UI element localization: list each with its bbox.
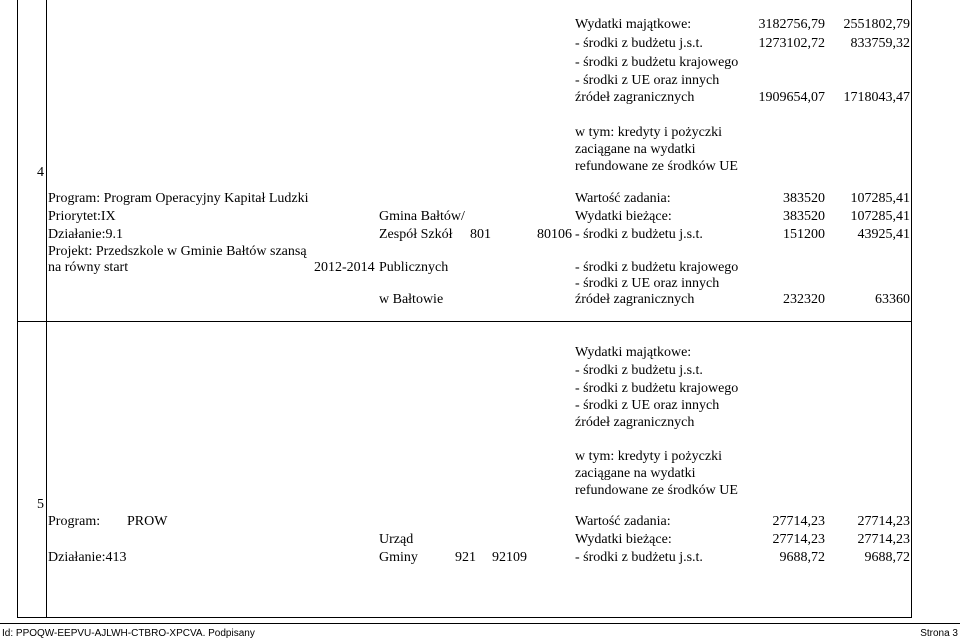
state-budget-value-2: 833759,32 [850, 36, 910, 51]
task-value-1: 383520 [783, 191, 825, 206]
task-value-1: 27714,23 [772, 514, 825, 529]
eu-funds-value-2: 1718043,47 [843, 90, 910, 105]
credits-label-2: zaciągane na wydatki [575, 466, 696, 481]
section-code: 801 [470, 227, 491, 242]
eu-funds-label-1: - środki z UE oraz innych [575, 73, 720, 88]
task-value-2: 27714,23 [857, 514, 910, 529]
table-bottom-border [17, 617, 912, 618]
lp-column-divider [46, 0, 47, 618]
state-budget-label: - środki z budżetu j.s.t. [575, 36, 703, 51]
state-budget-label: - środki z budżetu j.s.t. [575, 550, 703, 565]
credits-label-1: w tym: kredyty i pożyczki [575, 449, 722, 464]
national-budget-label: - środki z budżetu krajowego [575, 381, 739, 396]
chapter-code: 80106 [537, 227, 572, 242]
state-budget-label: - środki z budżetu j.s.t. [575, 363, 703, 378]
eu-funds-label-2: źródeł zagranicznych [575, 415, 695, 430]
state-budget-value-1: 151200 [783, 227, 825, 242]
page-number: Strona 3 [920, 628, 958, 639]
state-budget-label: - środki z budżetu j.s.t. [575, 227, 703, 242]
period: 2012-2014 [314, 260, 375, 275]
national-budget-label: - środki z budżetu krajowego [575, 260, 739, 275]
current-expense-value-2: 107285,41 [850, 209, 910, 224]
task-value-2: 107285,41 [850, 191, 910, 206]
row-number: 5 [37, 497, 44, 512]
project-title-1: Projekt: Przedszkole w Gminie Bałtów szansą [48, 244, 307, 259]
eu-funds-label-2: źródeł zagranicznych [575, 292, 695, 307]
project-title-2: na równy start [48, 260, 129, 275]
unit-line-2: Gminy [379, 550, 418, 565]
state-budget-value-2: 43925,41 [857, 227, 910, 242]
unit-line-3: Publicznych [379, 260, 449, 275]
chapter-code: 92109 [492, 550, 527, 565]
program-label: Program: [48, 514, 101, 529]
unit-line-1: Gmina Bałtów/ [379, 209, 465, 224]
program-name: Program: Program Operacyjny Kapitał Ludzki [48, 191, 309, 206]
eu-funds-value-1: 1909654,07 [758, 90, 825, 105]
capital-expense-label: Wydatki majątkowe: [575, 345, 692, 360]
state-budget-value-1: 9688,72 [779, 550, 825, 565]
row-divider-4 [17, 321, 912, 322]
credits-label-3: refundowane ze środków UE [575, 483, 738, 498]
credits-label-2: zaciągane na wydatki [575, 142, 696, 157]
current-expense-value-2: 27714,23 [857, 532, 910, 547]
table-right-border [911, 0, 912, 618]
current-expense-label: Wydatki bieżące: [575, 532, 672, 547]
task-value-label: Wartość zadania: [575, 514, 671, 529]
state-budget-value-1: 1273102,72 [758, 36, 825, 51]
eu-funds-value-1: 232320 [783, 292, 825, 307]
state-budget-value-2: 9688,72 [864, 550, 910, 565]
action: Działanie:413 [48, 550, 127, 565]
unit-line-2: Zespół Szkół [379, 227, 453, 242]
credits-label-3: refundowane ze środków UE [575, 159, 738, 174]
footer-rule [0, 623, 960, 624]
table-left-border [17, 0, 18, 618]
unit-line-1: Urząd [379, 532, 414, 547]
capital-expense-value-1: 3182756,79 [758, 17, 825, 32]
current-expense-value-1: 27714,23 [772, 532, 825, 547]
current-expense-label: Wydatki bieżące: [575, 209, 672, 224]
action: Działanie:9.1 [48, 227, 124, 242]
credits-label-1: w tym: kredyty i pożyczki [575, 125, 722, 140]
eu-funds-value-2: 63360 [875, 292, 910, 307]
document-id: Id: PPOQW-EEPVU-AJLWH-CTBRO-XPCVA. Podpisany [2, 628, 255, 639]
eu-funds-label-2: źródeł zagranicznych [575, 90, 695, 105]
row-number: 4 [37, 165, 44, 180]
national-budget-label: - środki z budżetu krajowego [575, 55, 739, 70]
eu-funds-label-1: - środki z UE oraz innych [575, 276, 720, 291]
capital-expense-value-2: 2551802,79 [843, 17, 910, 32]
unit-line-4: w Bałtowie [379, 292, 444, 307]
priority: Priorytet:IX [48, 209, 116, 224]
task-value-label: Wartość zadania: [575, 191, 671, 206]
current-expense-value-1: 383520 [783, 209, 825, 224]
section-code: 921 [455, 550, 476, 565]
eu-funds-label-1: - środki z UE oraz innych [575, 398, 720, 413]
program-name: PROW [127, 514, 168, 529]
capital-expense-label: Wydatki majątkowe: [575, 17, 692, 32]
